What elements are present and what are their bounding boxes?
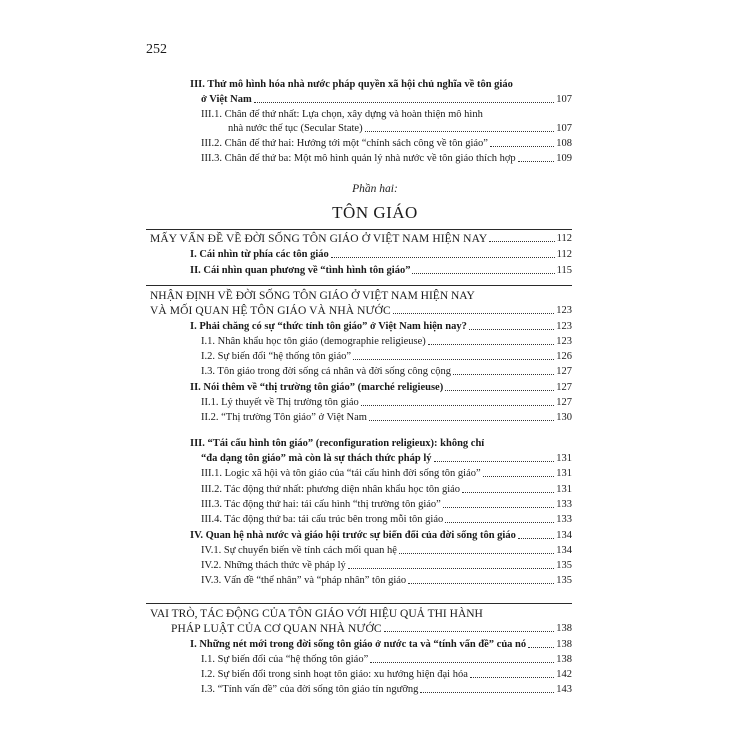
toc-entry-page: 135 bbox=[556, 560, 572, 571]
toc-entry-title: I.3. Tôn giáo trong đời sống cá nhân và đời sống công cộng bbox=[201, 366, 452, 377]
toc-entry bbox=[190, 265, 572, 277]
toc-entry-page: 127 bbox=[556, 397, 572, 408]
toc-entry-page: 127 bbox=[556, 382, 572, 393]
dot-leader bbox=[384, 631, 555, 632]
toc-entry-page: 138 bbox=[556, 639, 572, 650]
dot-leader bbox=[399, 553, 554, 554]
dot-leader bbox=[443, 507, 554, 508]
toc-entry-page: 131 bbox=[556, 484, 572, 495]
toc-entry-title: II. Cái nhìn quan phương về “tình hình tôn giáo” bbox=[190, 265, 411, 276]
toc-entry bbox=[201, 336, 572, 348]
toc-entry-title: IV.3. Vấn đề “thể nhân” và “pháp nhân” tôn giáo bbox=[201, 575, 407, 586]
dot-leader bbox=[370, 662, 554, 663]
dot-leader bbox=[453, 374, 554, 375]
dot-leader bbox=[528, 647, 554, 648]
toc-entry-page: 134 bbox=[556, 545, 572, 556]
toc-entry-title: NHẬN ĐỊNH VỀ ĐỜI SỐNG TÔN GIÁO Ở VIỆT NAM HIỆN NAY bbox=[150, 290, 475, 302]
toc-entry-title: III. Thử mô hình hóa nhà nước pháp quyền xã hội chủ nghĩa về tôn giáo bbox=[190, 79, 513, 90]
toc-entry bbox=[190, 530, 572, 542]
toc-entry-title: MẤY VẤN ĐỀ VỀ ĐỜI SỐNG TÔN GIÁO Ở VIỆT NAM HIỆN NAY bbox=[150, 233, 488, 245]
toc-entry-title: III.3. Tác động thứ hai: tái cấu hình “thị trường tôn giáo” bbox=[201, 499, 441, 510]
toc-entry-title: I. Phải chăng có sự “thức tỉnh tôn giáo” ở Việt Nam hiện nay? bbox=[190, 321, 467, 332]
toc-entry bbox=[201, 514, 572, 526]
dot-leader bbox=[489, 241, 554, 242]
toc-entry-title: nhà nước thế tục (Secular State) bbox=[228, 123, 363, 134]
toc-entry-page: 133 bbox=[556, 499, 572, 510]
toc-entry-page: 131 bbox=[556, 468, 572, 479]
toc-entry-page: 143 bbox=[556, 684, 572, 695]
toc-entry bbox=[150, 233, 572, 245]
toc-entry bbox=[190, 249, 572, 261]
toc-entry-title: VÀ MỐI QUAN HỆ TÔN GIÁO VÀ NHÀ NƯỚC bbox=[150, 305, 391, 317]
toc-entry bbox=[190, 382, 572, 394]
toc-entry-title: I. Cái nhìn từ phía các tôn giáo bbox=[190, 249, 329, 260]
toc-entry-page: 134 bbox=[556, 530, 572, 541]
toc-entry bbox=[201, 669, 572, 681]
toc-entry-title: II.1. Lý thuyết về Thị trường tôn giáo bbox=[201, 397, 359, 408]
toc-entry-page: 130 bbox=[556, 412, 572, 423]
toc-entry-title: “đa dạng tôn giáo” mà còn là sự thách thức pháp lý bbox=[201, 453, 432, 464]
dot-leader bbox=[490, 146, 554, 147]
toc-entry-title: III.3. Chân đế thứ ba: Một mô hình quản lý nhà nước về tôn giáo thích hợp bbox=[201, 153, 516, 164]
toc-entry bbox=[201, 484, 572, 496]
dot-leader bbox=[483, 476, 555, 477]
toc-entry bbox=[201, 153, 572, 165]
part-title: TÔN GIÁO bbox=[332, 203, 418, 222]
dot-leader bbox=[462, 492, 554, 493]
toc-entry bbox=[201, 397, 572, 409]
toc-entry-title: III.2. Tác động thứ nhất: phương diện nhân khẩu học tôn giáo bbox=[201, 484, 461, 495]
toc-entry-page: 131 bbox=[556, 453, 572, 464]
toc-entry bbox=[201, 412, 572, 424]
dot-leader bbox=[469, 329, 554, 330]
toc-entry-page: 133 bbox=[556, 514, 572, 525]
toc-entry-page: 112 bbox=[556, 249, 572, 260]
toc-entry bbox=[201, 560, 572, 572]
section-rule bbox=[146, 603, 572, 604]
toc-entry-title: III.4. Tác động thứ ba: tái cấu trúc bên trong mỗi tôn giáo bbox=[201, 514, 444, 525]
toc-entry-title: II.2. “Thị trường Tôn giáo” ở Việt Nam bbox=[201, 412, 367, 423]
toc-entry-title: IV.1. Sự chuyển biến về tính cách mối quan hệ bbox=[201, 545, 397, 556]
dot-leader bbox=[361, 405, 555, 406]
toc-entry bbox=[201, 351, 572, 363]
page-number: 252 bbox=[146, 42, 167, 57]
dot-leader bbox=[348, 568, 555, 569]
section-rule bbox=[146, 229, 572, 230]
toc-entry-page: 123 bbox=[556, 321, 572, 332]
dot-leader bbox=[434, 461, 555, 462]
toc-entry-title: I.2. Sự biến đổi “hệ thống tôn giáo” bbox=[201, 351, 352, 362]
toc-entry bbox=[201, 575, 572, 587]
toc-entry-title: III.2. Chân đế thứ hai: Hướng tới một “chính sách công về tôn giáo” bbox=[201, 138, 488, 149]
toc-entry-page: 107 bbox=[556, 123, 572, 134]
dot-leader bbox=[518, 538, 554, 539]
toc-entry-page: 142 bbox=[556, 669, 572, 680]
toc-entry bbox=[150, 305, 572, 317]
toc-entry-title: I.3. “Tính vấn đề” của đời sống tôn giáo tín ngưỡng bbox=[201, 684, 419, 695]
toc-entry-title: PHÁP LUẬT CỦA CƠ QUAN NHÀ NƯỚC bbox=[171, 623, 382, 635]
dot-leader bbox=[445, 390, 554, 391]
toc-entry-page: 126 bbox=[556, 351, 572, 362]
toc-entry-title: III.1. Chân đế thứ nhất: Lựa chọn, xây dựng và hoàn thiện mô hình bbox=[201, 109, 483, 120]
toc-entry-page: 107 bbox=[556, 94, 572, 105]
toc-entry bbox=[201, 654, 572, 666]
toc-entry bbox=[201, 138, 572, 150]
toc-entry-title: I.1. Nhân khẩu học tôn giáo (demographie religieuse) bbox=[201, 336, 426, 347]
dot-leader bbox=[420, 692, 554, 693]
dot-leader bbox=[408, 583, 554, 584]
dot-leader bbox=[393, 313, 555, 314]
dot-leader bbox=[445, 522, 554, 523]
dot-leader bbox=[518, 161, 555, 162]
toc-entry-page: 123 bbox=[556, 336, 572, 347]
toc-entry bbox=[201, 468, 572, 480]
toc-entry-page: 138 bbox=[556, 654, 572, 665]
toc-entry-title: I. Những nét mới trong đời sống tôn giáo ở nước ta và “tính vấn đề” của nó bbox=[190, 639, 527, 650]
toc-entry bbox=[201, 453, 572, 465]
dot-leader bbox=[369, 420, 554, 421]
toc-entry-page: 112 bbox=[556, 233, 572, 244]
toc-entry-page: 123 bbox=[556, 305, 572, 316]
toc-entry bbox=[228, 123, 572, 135]
toc-entry bbox=[190, 321, 572, 333]
toc-entry-title: III. “Tái cấu hình tôn giáo” (reconfiguration religieux): không chỉ bbox=[190, 438, 485, 449]
toc-entry-title: IV.2. Những thách thức về pháp lý bbox=[201, 560, 346, 571]
toc-entry-page: 115 bbox=[556, 265, 572, 276]
toc-entry-page: 135 bbox=[556, 575, 572, 586]
part-label: Phần hai: bbox=[352, 183, 398, 195]
dot-leader bbox=[428, 344, 554, 345]
toc-entry bbox=[171, 623, 572, 635]
toc-entry-title: II. Nói thêm về “thị trường tôn giáo” (marché religieuse) bbox=[190, 382, 444, 393]
section-rule bbox=[146, 285, 572, 286]
toc-entry bbox=[201, 94, 572, 106]
toc-entry-page: 127 bbox=[556, 366, 572, 377]
toc-entry bbox=[201, 545, 572, 557]
toc-entry bbox=[201, 684, 572, 696]
toc-entry-title: III.1. Logic xã hội và tôn giáo của “tái cấu hình đời sống tôn giáo” bbox=[201, 468, 481, 479]
dot-leader bbox=[365, 131, 555, 132]
toc-entry-title: I.1. Sự biến đổi của “hệ thống tôn giáo” bbox=[201, 654, 369, 665]
toc-entry-title: IV. Quan hệ nhà nước và giáo hội trước sự biến đổi của đời sống tôn giáo bbox=[190, 530, 516, 541]
toc-entry bbox=[201, 499, 572, 511]
toc-entry-page: 108 bbox=[556, 138, 572, 149]
toc-entry-title: ở Việt Nam bbox=[201, 94, 252, 105]
toc-entry bbox=[201, 366, 572, 378]
dot-leader bbox=[412, 273, 554, 274]
dot-leader bbox=[331, 257, 555, 258]
dot-leader bbox=[470, 677, 554, 678]
dot-leader bbox=[254, 102, 555, 103]
dot-leader bbox=[353, 359, 554, 360]
toc-entry bbox=[190, 639, 572, 651]
toc-entry-title: VAI TRÒ, TÁC ĐỘNG CỦA TÔN GIÁO VỚI HIỆU QUẢ THI HÀNH bbox=[150, 608, 483, 620]
toc-entry-title: I.2. Sự biến đổi trong sinh hoạt tôn giáo: xu hướng hiện đại hóa bbox=[201, 669, 468, 680]
toc-entry-page: 109 bbox=[556, 153, 572, 164]
toc-entry-page: 138 bbox=[556, 623, 572, 634]
